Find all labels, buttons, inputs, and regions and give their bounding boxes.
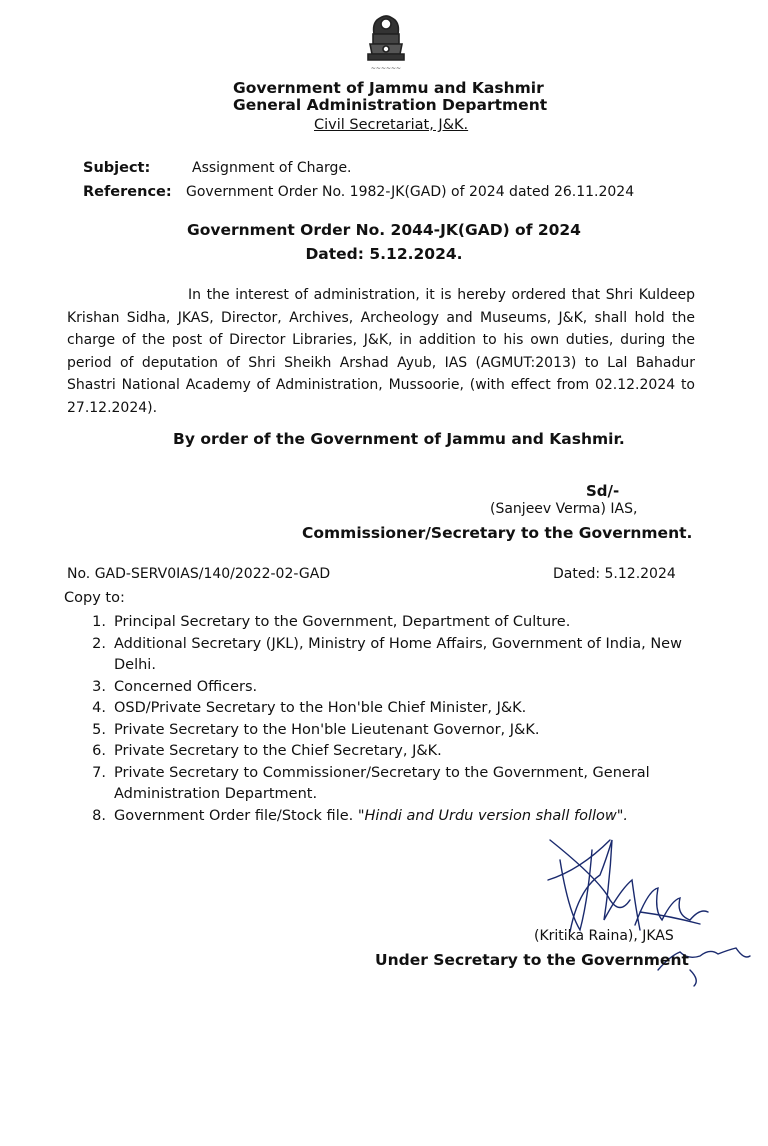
list-item: 4. OSD/Private Secretary to the Hon'ble Chief Minister, J&K.: [92, 700, 527, 716]
state-emblem-icon: [360, 10, 412, 76]
list-item: 2. Additional Secretary (JKL), Ministry of Home Affairs, Government of India, New Delhi.: [92, 635, 682, 673]
svg-text:~~~~~~: ~~~~~~: [370, 65, 402, 72]
subject-value: Assignment of Charge.: [192, 160, 352, 176]
signed-mark: Sd/-: [586, 482, 620, 500]
department-title: Government of Jammu and Kashmir: [233, 79, 544, 97]
by-order-line: By order of the Government of Jammu and Kashmir.: [173, 430, 625, 448]
order-date: Dated: 5.12.2024.: [305, 245, 463, 263]
reference-date: Dated: 5.12.2024: [553, 566, 676, 582]
department-subtitle: General Administration Department: [233, 96, 548, 114]
list-item: 5. Private Secretary to the Hon'ble Lieutenant Governor, J&K.: [92, 721, 540, 738]
reference-number: No. GAD-SERV0IAS/140/2022-02-GAD: [67, 566, 331, 582]
signatory-designation: Commissioner/Secretary to the Government.: [302, 524, 693, 542]
list-item: 7. Private Secretary to Commissioner/Secretary to the Government, General Administration Department.: [92, 764, 650, 802]
copy-list: [78, 612, 708, 827]
list-item: 1. Principal Secretary to the Government, Department of Culture.: [92, 614, 571, 630]
list-item: 3. Concerned Officers.: [92, 678, 258, 695]
order-body: In the interest of administration, it is hereby ordered that Shri Kuldeep Krishan Sidha, JKAS, Director, Archives, Archeology and Museums, J&K, shall hold the charge of the post of Director Libraries, J&K, in addition to his own duties, during the period of deputation of Shri Sheikh Arshad Ayub, IAS (AGMUT:2013) to Lal Bahadur Shastri National Academy of Administration, Mussoorie, (with effect from 02.12.2024 to 27.12.2024).: [67, 287, 695, 416]
list-item: 8. Government Order file/Stock file. "Hindi and Urdu version shall follow".: [92, 807, 629, 824]
secretariat-address: Civil Secretariat, J&K.: [314, 117, 469, 133]
subject-label: Subject:: [83, 160, 151, 176]
list-item: 6. Private Secretary to the Chief Secretary, J&K.: [92, 743, 442, 759]
reference-label: Reference:: [83, 184, 172, 200]
copy-to-label: Copy to:: [64, 590, 125, 606]
undersigned-designation: Under Secretary to the Government: [375, 951, 689, 969]
undersigned-name: (Kritika Raina), JKAS: [534, 928, 674, 944]
reference-value: Government Order No. 1982-JK(GAD) of 2024 dated 26.11.2024: [186, 184, 635, 200]
signatory-name: (Sanjeev Verma) IAS,: [490, 501, 638, 517]
order-title: Government Order No. 2044-JK(GAD) of 2024: [187, 221, 581, 239]
